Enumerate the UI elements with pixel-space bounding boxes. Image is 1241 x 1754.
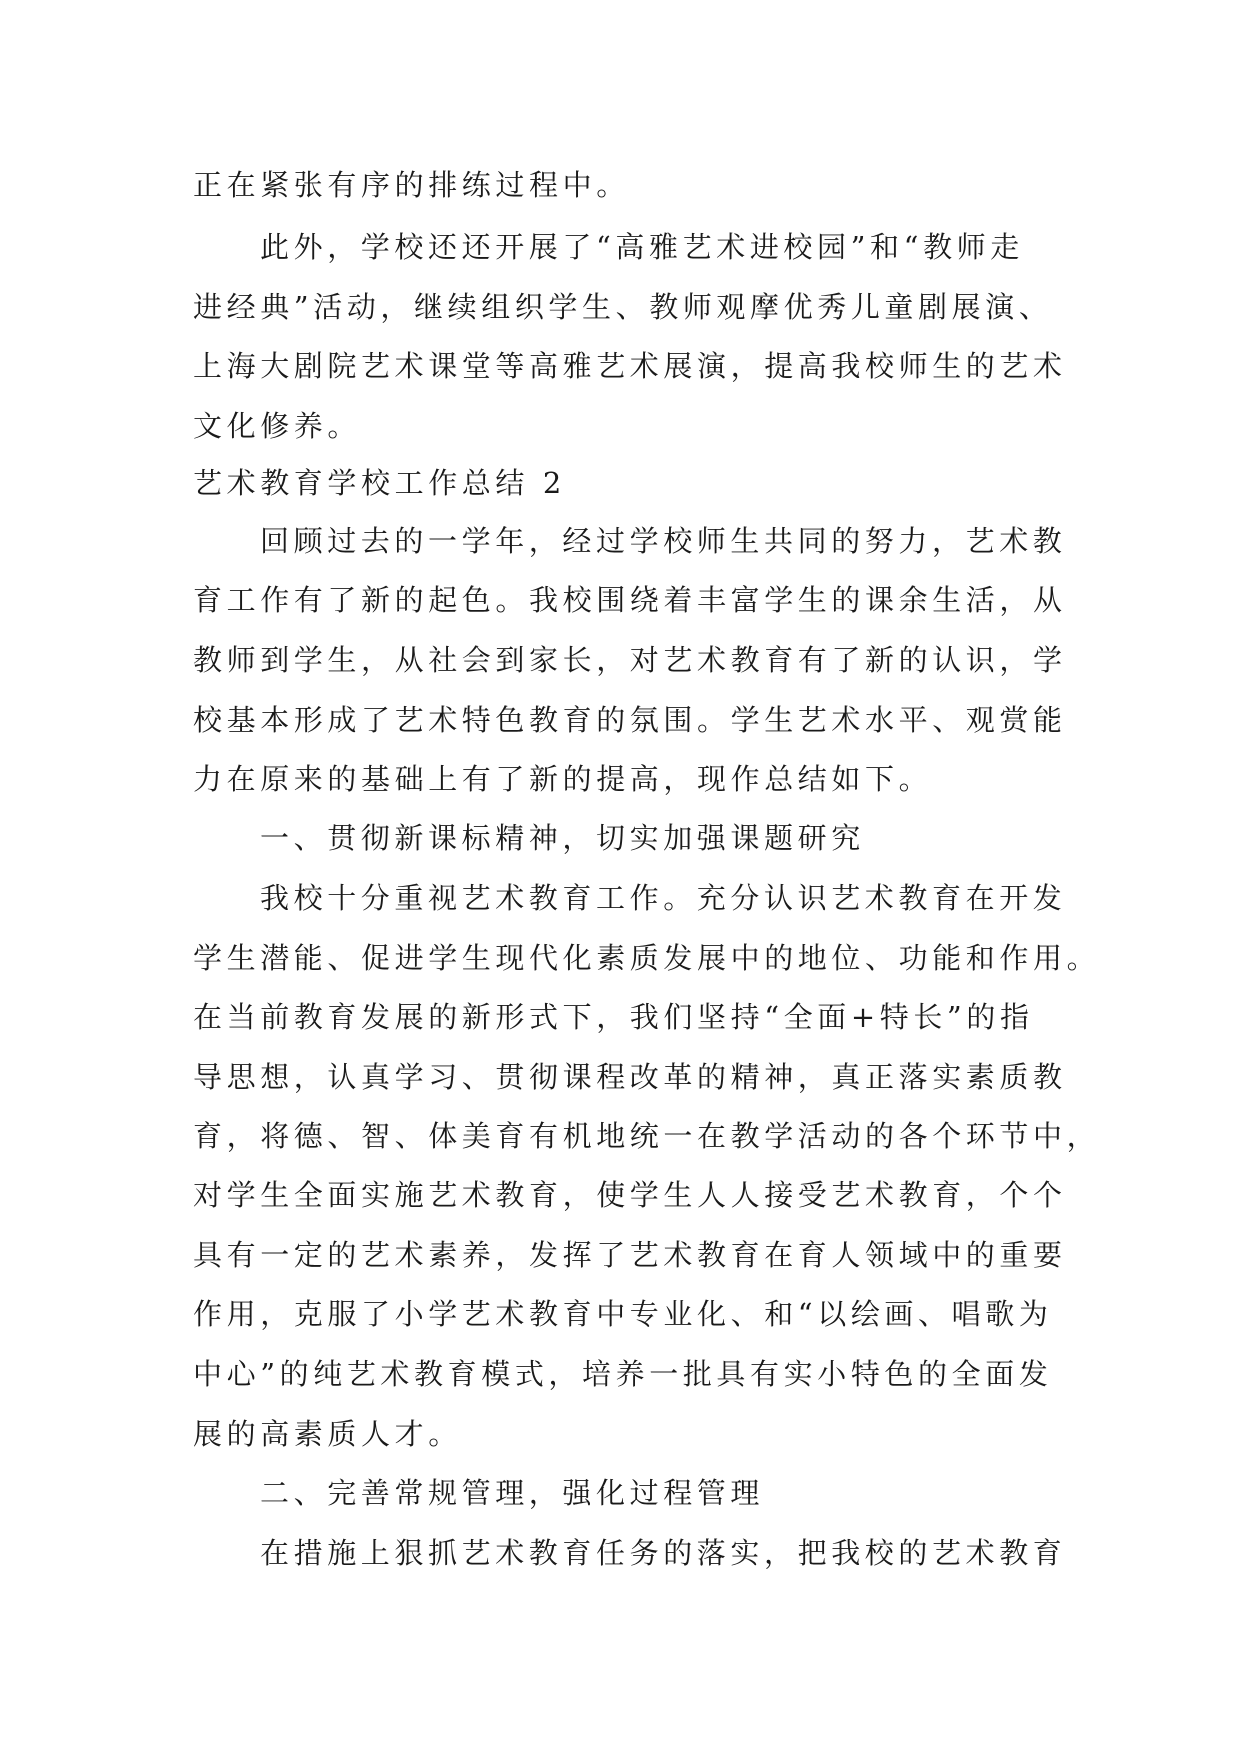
text-line: 力在原来的基础上有了新的提高，现作总结如下。 <box>193 762 933 796</box>
section-heading: 艺术教育学校工作总结 2 <box>193 466 566 500</box>
subheading: 二、完善常规管理，强化过程管理 <box>260 1476 765 1510</box>
text-line: 我校十分重视艺术教育工作。充分认识艺术教育在开发 <box>260 881 1067 915</box>
text-line: 教师到学生，从社会到家长，对艺术教育有了新的认识，学 <box>193 643 1067 677</box>
text-line: 展的高素质人才。 <box>193 1417 462 1451</box>
text-line: 正在紧张有序的排练过程中。 <box>193 168 630 202</box>
text-line: 在措施上狠抓艺术教育任务的落实，把我校的艺术教育 <box>260 1536 1067 1570</box>
text-line: 作用，克服了小学艺术教育中专业化、和“以绘画、唱歌为 <box>193 1297 1053 1331</box>
text-line: 对学生全面实施艺术教育，使学生人人接受艺术教育，个个 <box>193 1178 1067 1212</box>
text-line: 文化修养。 <box>193 409 362 443</box>
text-line: 育工作有了新的起色。我校围绕着丰富学生的课余生活，从 <box>193 583 1067 617</box>
text-line: 学生潜能、促进学生现代化素质发展中的地位、功能和作用。 <box>193 941 1101 975</box>
text-line: 导思想，认真学习、贯彻课程改革的精神，真正落实素质教 <box>193 1060 1067 1094</box>
text-line: 校基本形成了艺术特色教育的氛围。学生艺术水平、观赏能 <box>193 703 1067 737</box>
text-line: 上海大剧院艺术课堂等高雅艺术展演，提高我校师生的艺术 <box>193 349 1067 383</box>
text-line: 回顾过去的一学年，经过学校师生共同的努力，艺术教 <box>260 524 1067 558</box>
text-line: 此外，学校还还开展了“高雅艺术进校园”和“教师走 <box>260 230 1024 264</box>
text-line: 在当前教育发展的新形式下，我们坚持“全面+特长”的指 <box>193 1000 1034 1034</box>
text-line: 进经典”活动，继续组织学生、教师观摩优秀儿童剧展演、 <box>193 290 1053 324</box>
text-line: 育，将德、智、体美育有机地统一在教学活动的各个环节中， <box>193 1119 1101 1153</box>
text-line: 具有一定的艺术素养，发挥了艺术教育在育人领域中的重要 <box>193 1238 1067 1272</box>
text-line: 中心”的纯艺术教育模式，培养一批具有实小特色的全面发 <box>193 1357 1053 1391</box>
subheading: 一、贯彻新课标精神，切实加强课题研究 <box>260 821 865 855</box>
